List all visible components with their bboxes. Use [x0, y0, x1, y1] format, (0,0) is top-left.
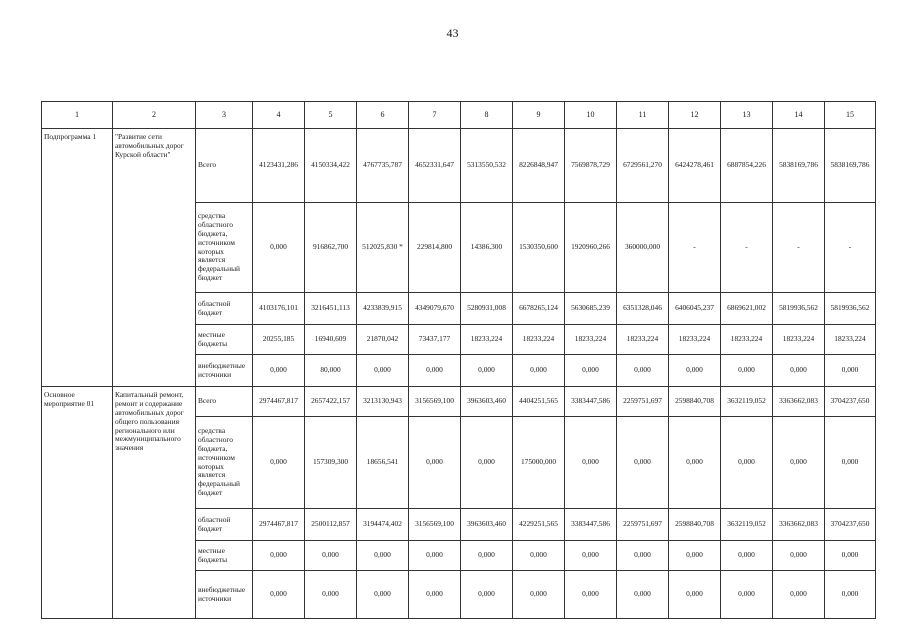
amount-cell: 0,000 — [721, 541, 773, 571]
amount-cell: 0,000 — [513, 541, 565, 571]
amount-cell: 0,000 — [513, 355, 565, 387]
amount-cell: 1530350,600 — [513, 203, 565, 293]
amount-cell: 0,000 — [357, 571, 409, 619]
amount-cell: 18233,224 — [773, 325, 825, 355]
program-title-cell: Капитальный ремонт, ремонт и содержание автомобильных дорог общего пользования регионального или межмуниципального значения — [113, 387, 196, 619]
amount-cell: 0,000 — [409, 417, 461, 509]
amount-cell: 0,000 — [253, 571, 305, 619]
amount-cell: 916862,700 — [305, 203, 357, 293]
amount-cell: 0,000 — [773, 355, 825, 387]
amount-cell: 0,000 — [825, 355, 876, 387]
amount-cell: 0,000 — [461, 571, 513, 619]
funding-source-label: внебюджетные источники — [196, 355, 253, 387]
amount-cell: 0,000 — [617, 571, 669, 619]
amount-cell: 0,000 — [409, 571, 461, 619]
amount-cell: 3632119,052 — [721, 509, 773, 541]
amount-cell: 360000,000 — [617, 203, 669, 293]
amount-cell: 4123431,286 — [253, 129, 305, 203]
header-cell: 6 — [357, 102, 409, 129]
amount-cell: 6729561,270 — [617, 129, 669, 203]
amount-cell: 18233,224 — [721, 325, 773, 355]
amount-cell: 18233,224 — [825, 325, 876, 355]
amount-cell: 2974467,817 — [253, 387, 305, 417]
amount-cell: 0,000 — [461, 355, 513, 387]
amount-cell: 0,000 — [305, 571, 357, 619]
amount-cell: 0,000 — [721, 355, 773, 387]
amount-cell: 6678265,124 — [513, 293, 565, 325]
amount-cell: 5630685,239 — [565, 293, 617, 325]
header-cell: 3 — [196, 102, 253, 129]
amount-cell: 0,000 — [253, 541, 305, 571]
header-row — [42, 102, 876, 129]
amount-cell: 0,000 — [357, 541, 409, 571]
program-title-cell: "Развитие сети автомобильных дорог Курской области" — [113, 129, 196, 387]
amount-cell: 0,000 — [721, 571, 773, 619]
amount-cell: 2657422,157 — [305, 387, 357, 417]
amount-cell: 0,000 — [773, 541, 825, 571]
program-name-cell: Основное мероприятие 01 — [42, 387, 113, 619]
funding-source-label: областной бюджет — [196, 509, 253, 541]
amount-cell: 0,000 — [409, 355, 461, 387]
amount-cell: 14386,300 — [461, 203, 513, 293]
amount-cell: 3156569,100 — [409, 387, 461, 417]
funding-source-label: средства областного бюджета, источником которых является федеральный бюджет — [196, 417, 253, 509]
header-cell: 4 — [253, 102, 305, 129]
amount-cell: 3156569,100 — [409, 509, 461, 541]
amount-cell: 5313550,532 — [461, 129, 513, 203]
header-cell: 12 — [669, 102, 721, 129]
funding-source-label: Всего — [196, 129, 253, 203]
amount-cell: 4229251,565 — [513, 509, 565, 541]
funding-source-label: внебюджетные источники — [196, 571, 253, 619]
amount-cell: 2259751,697 — [617, 509, 669, 541]
amount-cell: 16940,609 — [305, 325, 357, 355]
amount-cell: - — [773, 203, 825, 293]
amount-cell: 0,000 — [357, 355, 409, 387]
amount-cell: 73437,177 — [409, 325, 461, 355]
amount-cell: 3704237,650 — [825, 509, 876, 541]
amount-cell: 6351328,046 — [617, 293, 669, 325]
amount-cell: 157309,300 — [305, 417, 357, 509]
amount-cell: - — [669, 203, 721, 293]
amount-cell: 3632119,052 — [721, 387, 773, 417]
amount-cell: 5838169,786 — [773, 129, 825, 203]
amount-cell: 0,000 — [565, 417, 617, 509]
amount-cell: - — [825, 203, 876, 293]
header-cell: 14 — [773, 102, 825, 129]
amount-cell: 0,000 — [565, 571, 617, 619]
funding-source-label: местные бюджеты — [196, 541, 253, 571]
page-number: 43 — [446, 26, 459, 40]
amount-cell: 18233,224 — [461, 325, 513, 355]
amount-cell: 0,000 — [825, 541, 876, 571]
amount-cell: 7569878,729 — [565, 129, 617, 203]
amount-cell: - — [721, 203, 773, 293]
amount-cell: 5280931,008 — [461, 293, 513, 325]
header-cell: 5 — [305, 102, 357, 129]
amount-cell: 0,000 — [617, 541, 669, 571]
amount-cell: 2598840,708 — [669, 509, 721, 541]
amount-cell: 3213130,943 — [357, 387, 409, 417]
amount-cell: 0,000 — [513, 571, 565, 619]
header-cell: 2 — [113, 102, 196, 129]
amount-cell: 4233839,915 — [357, 293, 409, 325]
amount-cell: 6424278,461 — [669, 129, 721, 203]
amount-cell: 6869621,002 — [721, 293, 773, 325]
amount-cell: 1920960,266 — [565, 203, 617, 293]
header-cell: 7 — [409, 102, 461, 129]
funding-source-label: средства областного бюджета, источником которых является федеральный бюджет — [196, 203, 253, 293]
amount-cell: 0,000 — [253, 203, 305, 293]
amount-cell: 3383447,586 — [565, 387, 617, 417]
amount-cell: 3363662,083 — [773, 509, 825, 541]
amount-cell: 0,000 — [253, 417, 305, 509]
amount-cell: 175000,000 — [513, 417, 565, 509]
header-cell: 1 — [42, 102, 113, 129]
amount-cell: 4103176,101 — [253, 293, 305, 325]
amount-cell: 2974467,817 — [253, 509, 305, 541]
header-cell: 8 — [461, 102, 513, 129]
amount-cell: 0,000 — [773, 417, 825, 509]
amount-cell: 0,000 — [773, 571, 825, 619]
amount-cell: 4652331,647 — [409, 129, 461, 203]
amount-cell: 18233,224 — [565, 325, 617, 355]
funding-source-label: Всего — [196, 387, 253, 417]
amount-cell: 4150334,422 — [305, 129, 357, 203]
amount-cell: 0,000 — [617, 355, 669, 387]
amount-cell: 0,000 — [825, 571, 876, 619]
amount-cell: 18233,224 — [617, 325, 669, 355]
amount-cell: 0,000 — [721, 417, 773, 509]
amount-cell: 5838169,786 — [825, 129, 876, 203]
amount-cell: 0,000 — [669, 571, 721, 619]
budget-table — [41, 101, 876, 619]
amount-cell: 18656,541 — [357, 417, 409, 509]
amount-cell: 2500112,857 — [305, 509, 357, 541]
amount-cell: 5819936,562 — [773, 293, 825, 325]
amount-cell: 0,000 — [565, 355, 617, 387]
amount-cell: 0,000 — [461, 417, 513, 509]
amount-cell: 3216451,113 — [305, 293, 357, 325]
program-name-cell: Подпрограмма 1 — [42, 129, 113, 387]
amount-cell: 20255,185 — [253, 325, 305, 355]
amount-cell: 3704237,650 — [825, 387, 876, 417]
amount-cell: 0,000 — [253, 355, 305, 387]
header-cell: 15 — [825, 102, 876, 129]
amount-cell: 4767735,787 — [357, 129, 409, 203]
amount-cell: 18233,224 — [513, 325, 565, 355]
amount-cell: 0,000 — [461, 541, 513, 571]
amount-cell: 0,000 — [305, 541, 357, 571]
table-body — [42, 129, 876, 619]
amount-cell: 6406045,237 — [669, 293, 721, 325]
amount-cell: 21870,042 — [357, 325, 409, 355]
amount-cell: 229814,800 — [409, 203, 461, 293]
header-cell: 9 — [513, 102, 565, 129]
amount-cell: 3363662,083 — [773, 387, 825, 417]
header-cell: 10 — [565, 102, 617, 129]
header-cell: 11 — [617, 102, 669, 129]
amount-cell: 0,000 — [565, 541, 617, 571]
amount-cell: 0,000 — [669, 355, 721, 387]
amount-cell: 3963603,460 — [461, 509, 513, 541]
amount-cell: 8226848,947 — [513, 129, 565, 203]
amount-cell: 3383447,586 — [565, 509, 617, 541]
amount-cell: 4349079,670 — [409, 293, 461, 325]
funding-source-label: местные бюджеты — [196, 325, 253, 355]
amount-cell: 3194474,402 — [357, 509, 409, 541]
amount-cell: 0,000 — [669, 541, 721, 571]
funding-source-label: областной бюджет — [196, 293, 253, 325]
amount-cell: 80,000 — [305, 355, 357, 387]
amount-cell: 0,000 — [825, 417, 876, 509]
amount-cell: 0,000 — [409, 541, 461, 571]
amount-cell: 0,000 — [669, 417, 721, 509]
amount-cell: 0,000 — [617, 417, 669, 509]
amount-cell: 4404251,565 — [513, 387, 565, 417]
table-row — [42, 387, 876, 417]
amount-cell: 5819936,562 — [825, 293, 876, 325]
amount-cell: 18233,224 — [669, 325, 721, 355]
amount-cell: 2259751,697 — [617, 387, 669, 417]
amount-cell: 3963603,460 — [461, 387, 513, 417]
amount-cell: 6887854,226 — [721, 129, 773, 203]
table-row — [42, 129, 876, 203]
header-cell: 13 — [721, 102, 773, 129]
amount-cell: 2598840,708 — [669, 387, 721, 417]
amount-cell: 512025,830 * — [357, 203, 409, 293]
